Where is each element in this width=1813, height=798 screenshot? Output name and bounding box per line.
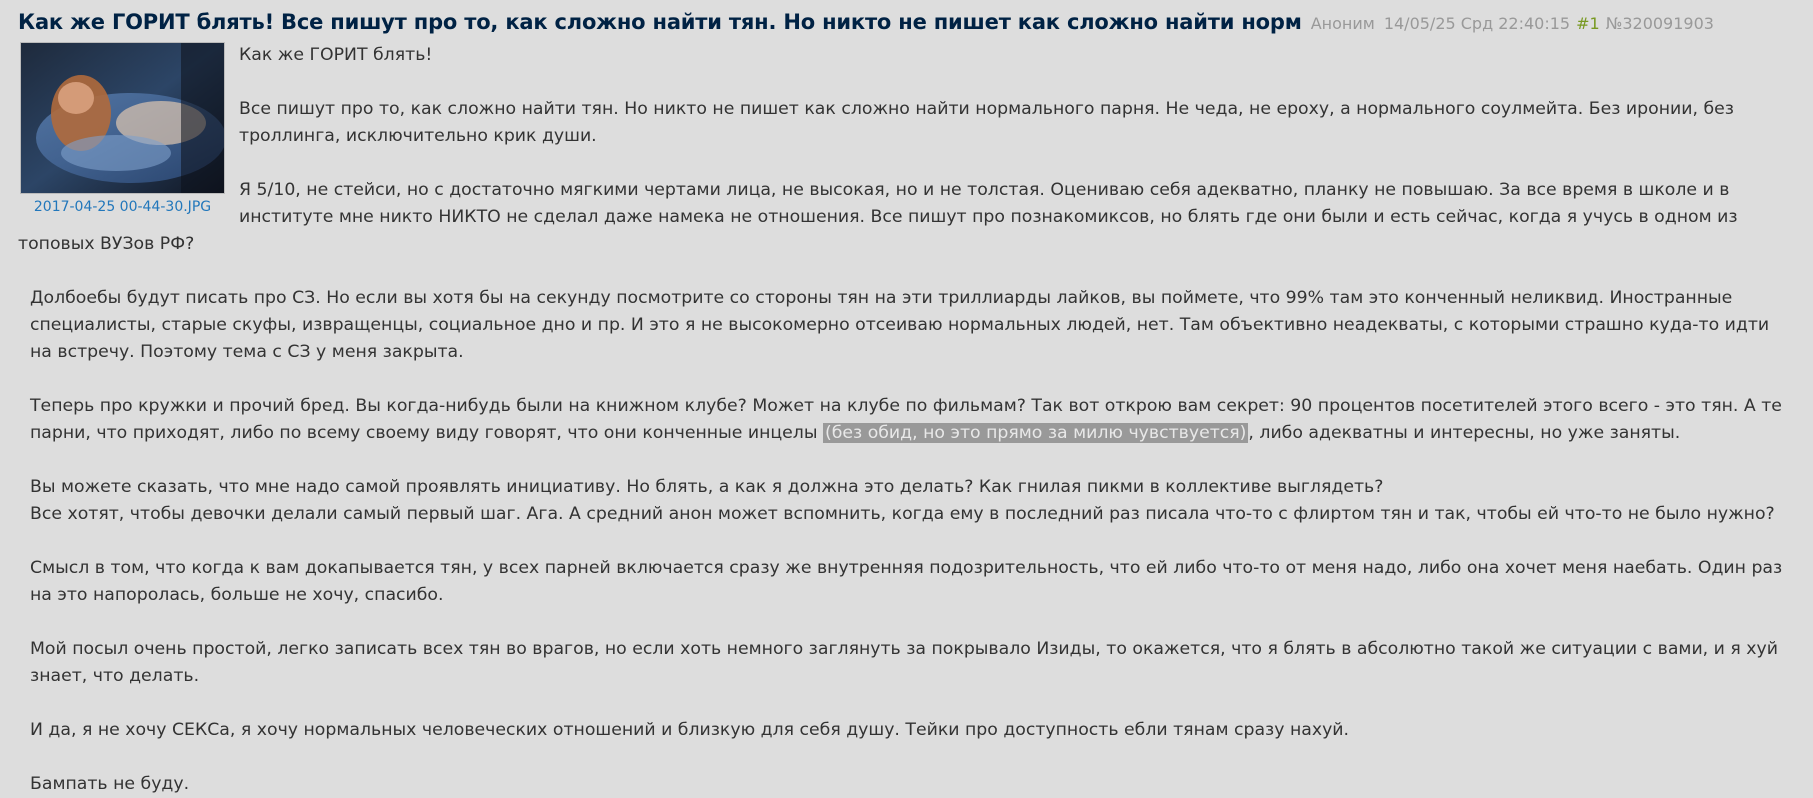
- message-text: Теперь про кружки и прочий бред. Вы когда-нибудь были на книжном клубе? Может на клубе по фильмам? Так вот открою вам секрет: 90 процентов посетителей этого всего - это тян. А те парни, что приходят, либо по всему своему виду говорят, что они конченные инцелы: [30, 396, 1782, 443]
- thumbnail-image: [21, 43, 224, 193]
- post-title: Как же ГОРИТ блять! Все пишут про то, как сложно найти тян. Но никто не пишет как сложно найти норм: [18, 10, 1302, 34]
- message-text: , либо адекватны и интересны, но уже заняты.: [1248, 423, 1681, 443]
- post-author: Аноним: [1310, 14, 1375, 33]
- message-paragraph: Бампать не буду.: [30, 774, 190, 794]
- spoiler-text[interactable]: (без обид, но это прямо за милю чувствуется): [824, 423, 1247, 443]
- message-paragraph: Смысл в том, что когда к вам докапывается тян, у всех парней включается сразу же внутренняя подозрительность, что ей либо что-то от меня надо, либо она хочет меня наебать. Один раз на это напоролась, больше не хочу, спасибо.: [30, 558, 1783, 605]
- post-header: [18, 10, 1795, 36]
- message-paragraph: Вы можете сказать, что мне надо самой проявлять инициативу. Но блять, а как я должна это делать? Как гнилая пикми в коллективе выглядеть?: [30, 477, 1384, 497]
- attachment: [20, 42, 225, 215]
- attachment-filename-link[interactable]: 2017-04-25 00-44-30.JPG: [33, 199, 212, 215]
- post-datetime: 14/05/25 Срд 22:40:15: [1383, 14, 1571, 33]
- message-paragraph: И да, я не хочу СЕКСа, я хочу нормальных человеческих отношений и близкую для себя душу. Тейки про доступность ебли тянам сразу нахуй.: [30, 720, 1350, 740]
- post-message: [18, 42, 1795, 798]
- attachment-thumbnail[interactable]: [20, 42, 225, 194]
- message-paragraph: Мой посыл очень простой, легко записать всех тян во врагов, но если хоть немного заглянуть за покрывало Изиды, то окажется, что я блять в абсолютно такой же ситуации с вами, и я хуй знает, что делать.: [30, 639, 1778, 686]
- post-id-reply-link[interactable]: №320091903: [1605, 14, 1714, 33]
- message-paragraph: Все пишут про то, как сложно найти тян. Но никто не пишет как сложно найти нормального парня. Не чеда, не ероху, а нормального соулмейта. Без иронии, без троллинга, исключительно крик души.: [239, 99, 1734, 146]
- post-body: [18, 42, 1795, 798]
- message-paragraph: Долбоебы будут писать про СЗ. Но если вы хотя бы на секунду посмотрите со стороны тян на эти триллиарды лайков, вы поймете, что 99% там это конченный неликвид. Иностранные специалисты, старые скуфы, извращенцы, социальное дно и пр. И это я не высокомерно отсеиваю нормальных людей, нет. Там объективно неадекваты, с которыми страшно куда-то идти на встречу. Поэтому тема с СЗ у меня закрыта.: [30, 288, 1770, 362]
- message-paragraph-with-spoiler: [18, 393, 1789, 447]
- message-paragraph: Как же ГОРИТ блять!: [239, 45, 433, 65]
- message-paragraph: Все хотят, чтобы девочки делали самый первый шаг. Ага. А средний анон может вспомнить, когда ему в последний раз писала что-то с флиртом тян и так, чтобы ей что-то не было нужно?: [30, 504, 1775, 524]
- message-paragraph: Я 5/10, не стейси, но с достаточно мягкими чертами лица, не высокая, но и не толстая. Оцениваю себя адекватно, планку не повышаю. За все время в школе и в институте мне никто НИКТО не сделал даже намека не отношения. Все пишут про познакомиксов, но блять где они были и есть сейчас, когда я учусь в одном из топовых ВУЗов РФ?: [18, 180, 1738, 254]
- post-number-link[interactable]: #1: [1576, 14, 1600, 33]
